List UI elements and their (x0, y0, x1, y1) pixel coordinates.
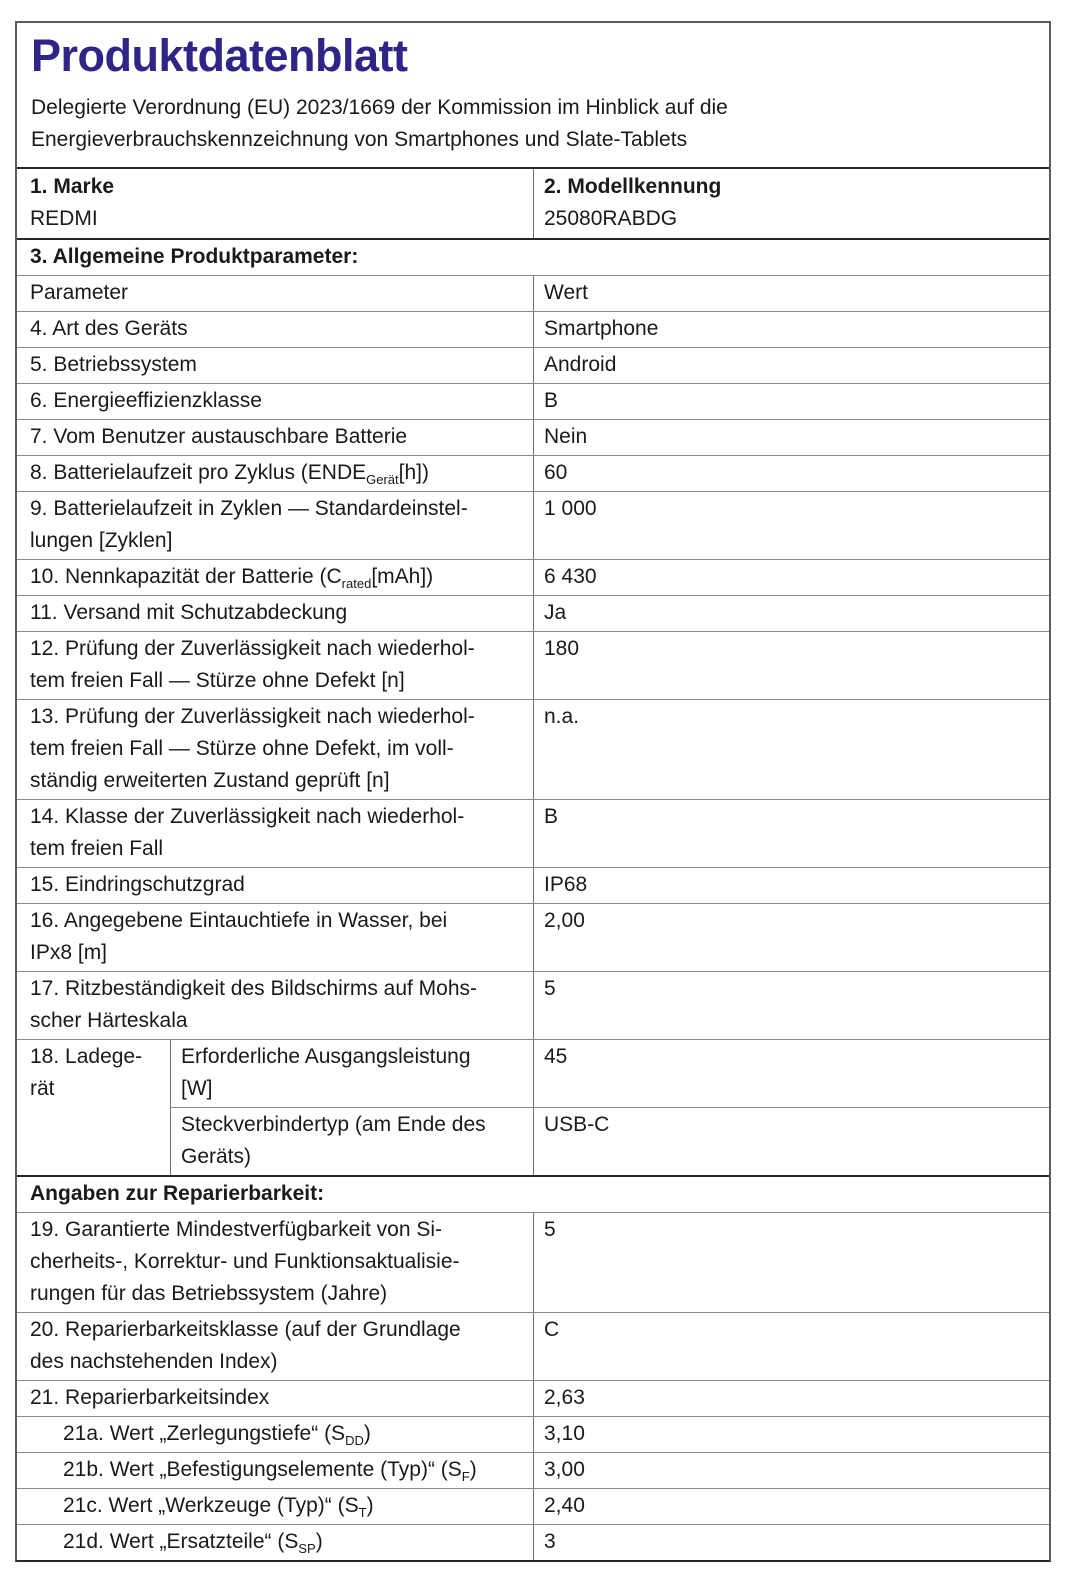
table-row (17, 1380, 1049, 1416)
brand-cell (17, 169, 533, 238)
brand-model-row (17, 167, 1049, 240)
subrow-label: Steckverbindertyp (am Ende des Geräts) (181, 1112, 486, 1168)
table-row (17, 311, 1049, 347)
table-row (17, 559, 1049, 595)
table-row (17, 595, 1049, 631)
row-value: IP68 (533, 868, 1049, 903)
charger-group-row (17, 1039, 1049, 1175)
brand-value: REDMI (30, 206, 98, 230)
row-label: 7. Vom Benutzer austauschbare Batterie (30, 424, 408, 448)
row-value: Ja (533, 596, 1049, 631)
row-label: 20. Reparierbarkeitsklasse (auf der Grundlage des nachstehenden Index) (30, 1317, 461, 1373)
model-cell (533, 169, 1049, 238)
row-label: 21. Reparierbarkeitsindex (30, 1385, 270, 1409)
row-value: Smartphone (533, 312, 1049, 347)
row-value: 2,00 (533, 904, 1049, 971)
row-value: Android (533, 348, 1049, 383)
subrow-value: USB-C (533, 1108, 1049, 1175)
table-row (17, 1416, 1049, 1452)
brand-header: 1. Marke (30, 174, 115, 198)
regulation-subtitle: Delegierte Verordnung (EU) 2023/1669 der Kommission im Hinblick auf die Energieverbrauchskennzeichnung von Smartphones und Slate-Tablets (31, 95, 728, 151)
group-subrow (171, 1107, 1049, 1175)
group-subrow (171, 1040, 1049, 1107)
row-label: 17. Ritzbeständigkeit des Bildschirms auf Mohs- scher Härteskala (30, 976, 478, 1032)
row-value: 2,40 (533, 1489, 1049, 1524)
page-title: Produktdatenblatt (31, 30, 408, 81)
group-label: 18. Ladege- rät (17, 1040, 171, 1175)
row-label: 11. Versand mit Schutzabdeckung (30, 600, 348, 624)
section-header-row: 3. Allgemeine Produktparameter: (30, 244, 359, 268)
row-value: B (533, 384, 1049, 419)
table-row (17, 491, 1049, 559)
row-label: 21b. Wert „Befestigungselemente (Typ)“ $(S_F)$ (63, 1457, 477, 1484)
table-row (17, 867, 1049, 903)
row-label: 14. Klasse der Zuverlässigkeit nach wiederhol- tem freien Fall (30, 804, 465, 860)
row-label: 21d. Wert „Ersatzteile“ $(S_{SP})$ (63, 1529, 323, 1556)
subrow-value: 45 (533, 1040, 1049, 1107)
row-label: Parameter (30, 280, 129, 304)
product-datasheet-page (15, 21, 1051, 1562)
table-row (17, 799, 1049, 867)
row-label: 19. Garantierte Mindestverfügbarkeit von Si- cherheits-, Korrektur- und Funktionsaktualisie- rungen für das Betriebssystem (Jahre) (30, 1217, 460, 1305)
table-row (17, 1452, 1049, 1488)
row-value: 3,00 (533, 1453, 1049, 1488)
row-label: 21c. Wert „Werkzeuge (Typ)“ $(S_T)$ (63, 1493, 374, 1520)
model-header: 2. Modellkennung (544, 174, 722, 198)
row-value: C (533, 1313, 1049, 1380)
row-label: 10. Nennkapazität der Batterie $(C_{rated}[mAh])$ (30, 564, 434, 591)
row-value: 60 (533, 456, 1049, 491)
row-label: 8. Batterielaufzeit pro Zyklus $(ENDE_{Gerät}[h])$ (30, 460, 429, 487)
row-label: 9. Batterielaufzeit in Zyklen — Standardeinstel- lungen [Zyklen] (30, 496, 468, 552)
row-value: Wert (533, 276, 1049, 311)
row-label: 5. Betriebssystem (30, 352, 197, 376)
table-row (17, 1488, 1049, 1524)
model-value: 25080RABDG (544, 206, 678, 230)
row-label: 12. Prüfung der Zuverlässigkeit nach wiederhol- tem freien Fall — Stürze ohne Defekt [n] (30, 636, 475, 692)
group-subrows (171, 1040, 1049, 1175)
row-label: 16. Angegebene Eintauchtiefe in Wasser, bei IPx8 [m] (30, 908, 448, 964)
table-row (17, 383, 1049, 419)
table-row (17, 347, 1049, 383)
row-label: 13. Prüfung der Zuverlässigkeit nach wiederhol- tem freien Fall — Stürze ohne Defekt, im voll- ständig erweiterten Zustand geprüft [n] (30, 704, 475, 792)
row-value: 3 (533, 1525, 1049, 1560)
table-row (17, 1212, 1049, 1312)
table-row (17, 1524, 1049, 1560)
table-row (17, 903, 1049, 971)
row-label: 21a. Wert „Zerlegungstiefe“ $(S_{DD})$ (63, 1421, 371, 1448)
row-value: B (533, 800, 1049, 867)
row-value: n.a. (533, 700, 1049, 799)
parameter-table (17, 240, 1049, 1560)
subrow-label: Erforderliche Ausgangsleistung [W] (181, 1044, 471, 1100)
row-value: Nein (533, 420, 1049, 455)
section-header-row: Angaben zur Reparierbarkeit: (17, 1175, 1049, 1212)
table-row (17, 699, 1049, 799)
table-row (17, 971, 1049, 1039)
row-value: 6 430 (533, 560, 1049, 595)
row-value: 5 (533, 972, 1049, 1039)
table-row (17, 1312, 1049, 1380)
row-value: 3,10 (533, 1417, 1049, 1452)
table-row (17, 455, 1049, 491)
row-value: 180 (533, 632, 1049, 699)
table-row (17, 419, 1049, 455)
row-value: 2,63 (533, 1381, 1049, 1416)
row-label: 15. Eindringschutzgrad (30, 872, 245, 896)
row-label: 6. Energieeffizienzklasse (30, 388, 262, 412)
row-value: 1 000 (533, 492, 1049, 559)
table-row (17, 631, 1049, 699)
row-value: 5 (533, 1213, 1049, 1312)
table-row (17, 275, 1049, 311)
row-label: 4. Art des Geräts (30, 316, 188, 340)
header-block (17, 23, 1049, 167)
